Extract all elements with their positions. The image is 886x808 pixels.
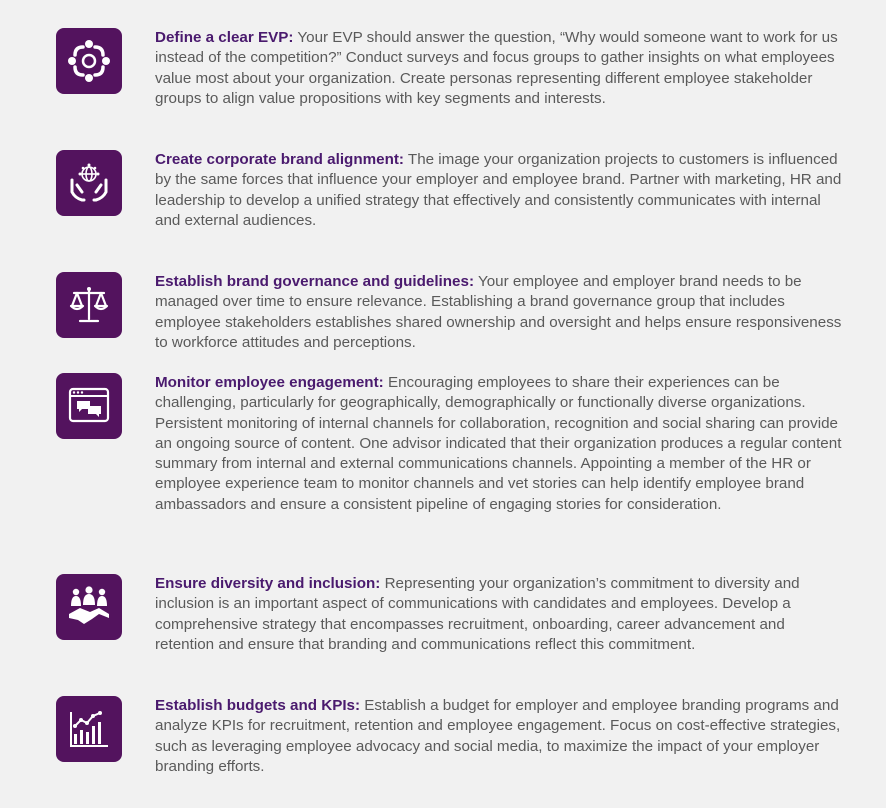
balance-scale-icon	[56, 272, 122, 338]
item-body: Encouraging employees to share their experiences can be challenging, particularly for geographically, demographically or functionally diverse organizations. Persistent monitoring of internal channels for collaboration, recognition and social sharing can provide an ongoing source of content. One advisor indicated that their organization produces a regular content summary from internal and external communications channels. Appointing a member of the HR or employee experience team to monitor channels and vet stories can help identify employee brand ambassadors and ensure a consistent pipeline of engaging stories for consideration.	[155, 374, 842, 513]
item-text	[155, 574, 845, 655]
item-title: Establish budgets and KPIs:	[155, 697, 361, 714]
team-handshake-icon	[56, 574, 122, 640]
item-title: Establish brand governance and guidelines:	[155, 273, 475, 290]
item-text	[155, 272, 845, 353]
item-body: The image your organization projects to customers is influenced by the same forces that influence your employer and employee brand. Partner with marketing, HR and leadership to develop a unified strategy that effectively and consistently communicates with internal and external audiences.	[155, 151, 842, 229]
item-title: Create corporate brand alignment:	[155, 151, 404, 168]
item-text	[155, 150, 845, 231]
item-text	[155, 28, 845, 109]
item-body: Representing your organization’s commitment to diversity and inclusion is an important aspect of communications with candidates and employees. Develop a comprehensive strategy that encompasses recruitment, onboarding, career advancement and retention and ensure that branding and communications reflect this commitment.	[155, 575, 800, 653]
item-text	[155, 696, 845, 777]
item-body: Your employee and employer brand needs to be managed over time to ensure relevance. Establishing a brand governance group that includes employee stakeholders establishes shared ownership and oversight and helps ensure responsiveness to workforce attitudes and perceptions.	[155, 273, 842, 351]
item-body: Your EVP should answer the question, “Why would someone want to work for us instead of the competition?” Conduct surveys and focus groups to gather insights on what employees value most about your organization. Create personas representing different employee stakeholder groups to align value propositions with key segments and interests.	[155, 29, 838, 107]
browser-chat-icon	[56, 373, 122, 439]
item-title: Define a clear EVP:	[155, 29, 294, 46]
item-title: Ensure diversity and inclusion:	[155, 575, 381, 592]
hands-globe-icon	[56, 150, 122, 216]
people-circle-icon	[56, 28, 122, 94]
item-text	[155, 373, 845, 515]
item-title: Monitor employee engagement:	[155, 374, 384, 391]
bar-chart-growth-icon	[56, 696, 122, 762]
item-body: Establish a budget for employer and employee branding programs and analyze KPIs for recruitment, retention and employee engagement. Focus on cost-effective strategies, such as leveraging employee advocacy and social media, to maximize the impact of your employer branding efforts.	[155, 697, 841, 775]
